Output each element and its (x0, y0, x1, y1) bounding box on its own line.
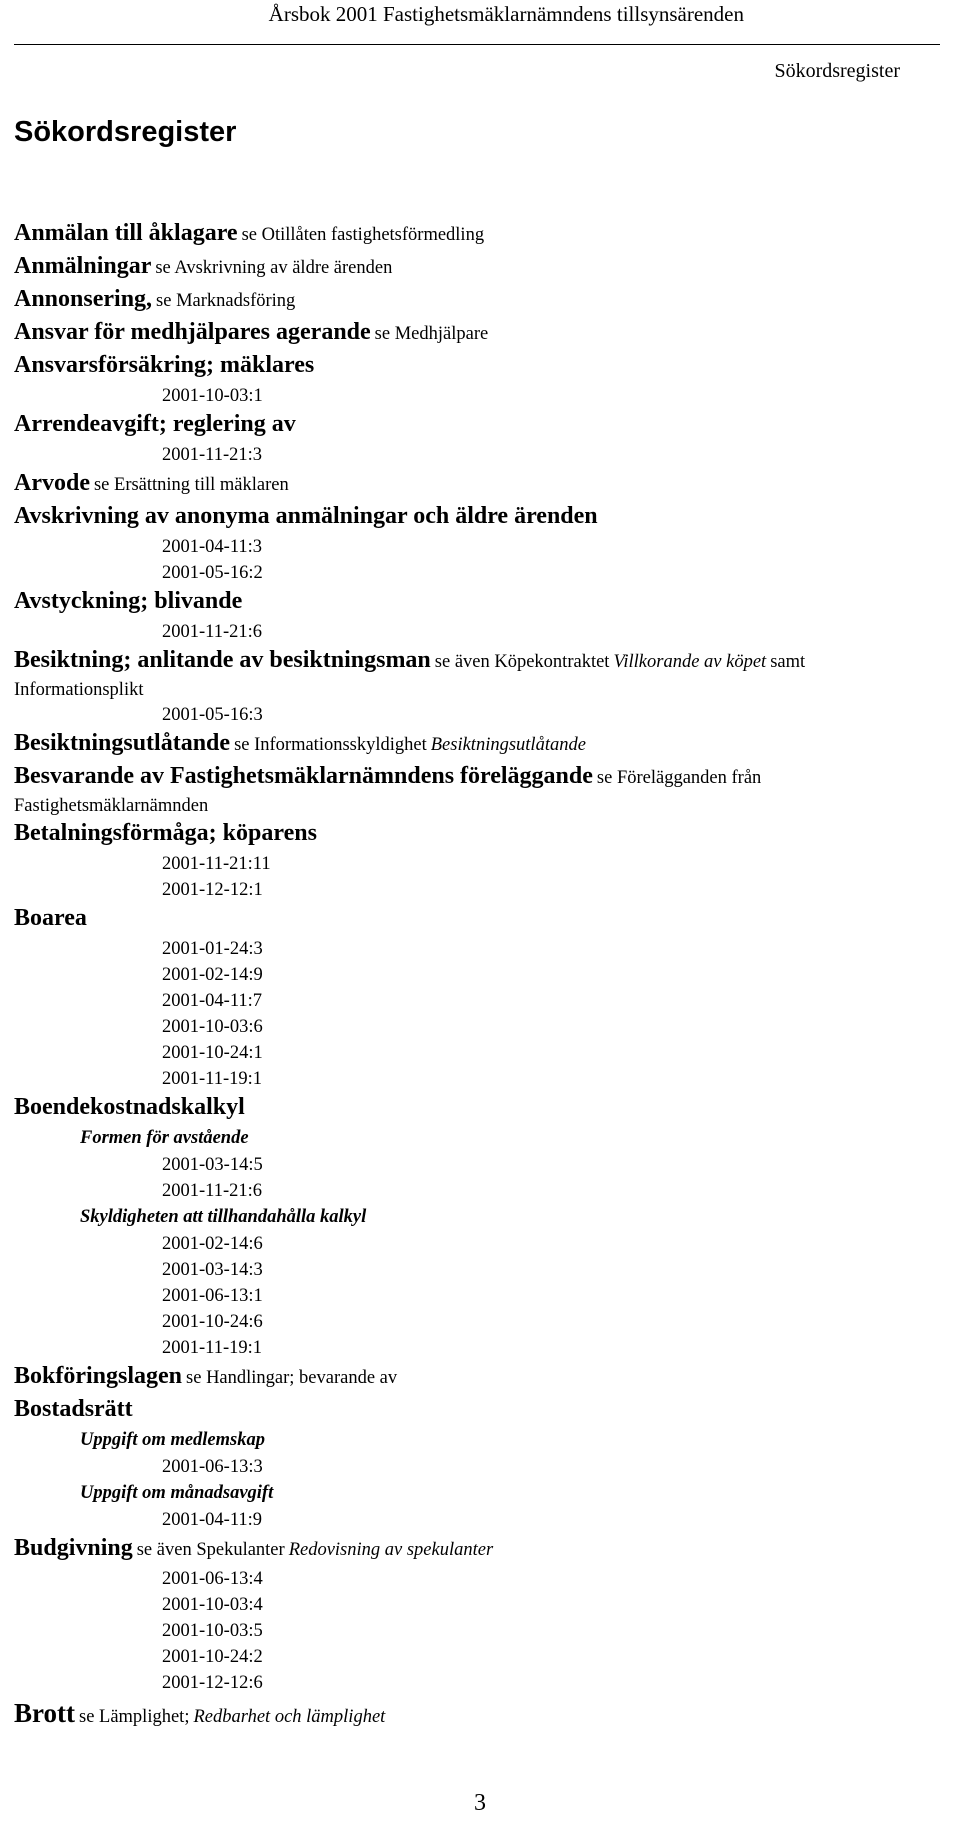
index-entry (14, 284, 940, 317)
cross-reference-continuation: Informationsplikt (14, 680, 144, 700)
case-reference: 2001-06-13:1 (162, 1286, 263, 1306)
index-entry (14, 468, 940, 501)
case-reference: 2001-10-24:1 (162, 1043, 263, 1063)
case-reference: 2001-12-12:1 (162, 880, 263, 900)
index-term: Avskrivning av anonyma anmälningar och äldre ärenden (14, 503, 598, 529)
case-reference: 2001-01-24:3 (162, 939, 263, 959)
case-reference: 2001-04-11:3 (162, 537, 263, 557)
index-entry (14, 1092, 940, 1125)
case-reference: 2001-10-03:4 (162, 1595, 263, 1615)
case-reference: 2001-10-03:1 (162, 386, 263, 406)
index-term: Avstyckning; blivande (14, 588, 243, 614)
index-subterm: Uppgift om medlemskap (80, 1430, 265, 1450)
case-reference: 2001-12-12:6 (162, 1673, 263, 1693)
index-term: Boendekostnadskalkyl (14, 1094, 245, 1120)
case-reference: 2001-10-03:6 (162, 1017, 263, 1037)
index-term: Besiktningsutlåtande (14, 730, 231, 756)
index-term: Besvarande av Fastighetsmäklarnämndens föreläggande (14, 763, 593, 789)
cross-reference: se Handlingar; bevarande av (186, 1368, 398, 1388)
index-term: Arrendeavgift; reglering av (14, 411, 296, 437)
index-term: Betalningsförmåga; köparens (14, 820, 317, 846)
index-subterm: Skyldigheten att tillhandahålla kalkyl (80, 1207, 367, 1227)
cross-reference: se Medhjälpare (374, 324, 489, 344)
cross-reference: se Marknadsföring (156, 291, 296, 311)
index-term: Arvode (14, 470, 90, 496)
index-term: Ansvar för medhjälpares agerande (14, 319, 371, 345)
index-term: Brott (14, 1698, 75, 1728)
cross-reference: se Informationsskyldighet (234, 735, 427, 755)
case-reference: 2001-10-24:6 (162, 1312, 263, 1332)
cross-reference: se Ersättning till mäklaren (93, 475, 289, 495)
cross-reference-subtopic: Redovisning av spekulanter (288, 1540, 494, 1560)
case-reference: 2001-03-14:3 (162, 1260, 263, 1280)
case-reference: 2001-10-03:5 (162, 1621, 263, 1641)
case-reference: 2001-11-21:11 (162, 854, 271, 874)
index-term: Bokföringslagen (14, 1363, 183, 1389)
case-reference: 2001-11-21:3 (162, 445, 263, 465)
case-reference: 2001-10-24:2 (162, 1647, 263, 1667)
index-entry (14, 317, 940, 350)
cross-reference-connector: samt (770, 652, 806, 672)
cross-reference-subtopic: Besiktningsutlåtande (430, 735, 586, 755)
index-entry (14, 409, 940, 442)
case-reference: 2001-06-13:3 (162, 1457, 263, 1477)
case-reference: 2001-03-14:5 (162, 1155, 263, 1175)
case-reference: 2001-02-14:9 (162, 965, 263, 985)
cross-reference: se Lämplighet; (79, 1707, 190, 1727)
running-header-section: Sökordsregister (774, 60, 900, 82)
index-entry (14, 350, 940, 383)
index-term: Boarea (14, 905, 87, 931)
header-divider (14, 44, 940, 45)
index-entry (14, 818, 940, 851)
index-entry (14, 1394, 940, 1427)
case-reference: 2001-11-21:6 (162, 1181, 263, 1201)
index-entries (14, 218, 940, 1735)
index-entry (14, 903, 940, 936)
index-entry (14, 218, 940, 251)
cross-reference: se Otillåten fastighetsförmedling (241, 225, 485, 245)
running-header-title: Årsbok 2001 Fastighetsmäklarnämndens tillsynsärenden (268, 2, 744, 26)
case-reference: 2001-04-11:7 (162, 991, 263, 1011)
index-term: Budgivning (14, 1535, 133, 1561)
case-reference: 2001-11-19:1 (162, 1338, 263, 1358)
case-reference: 2001-02-14:6 (162, 1234, 263, 1254)
index-entry (14, 1361, 940, 1394)
index-entry (14, 728, 940, 761)
case-reference: 2001-11-19:1 (162, 1069, 263, 1089)
cross-reference: se Avskrivning av äldre ärenden (155, 258, 393, 278)
index-term: Besiktning; anlitande av besiktningsman (14, 647, 431, 673)
index-entry (14, 501, 940, 534)
index-entry (14, 645, 940, 678)
cross-reference-continuation: Fastighetsmäklarnämnden (14, 796, 209, 816)
case-reference: 2001-05-16:2 (162, 563, 263, 583)
case-reference: 2001-11-21:6 (162, 622, 263, 642)
index-entry (14, 761, 940, 794)
cross-reference-subtopic: Redbarhet och lämplighet (193, 1707, 386, 1727)
case-reference: 2001-06-13:4 (162, 1569, 263, 1589)
index-entry (14, 586, 940, 619)
index-entry (14, 1696, 940, 1735)
page-title: Sökordsregister (14, 116, 237, 148)
index-term: Anmälningar (14, 253, 152, 279)
index-term: Anmälan till åklagare (14, 220, 238, 246)
cross-reference: se även Spekulanter (136, 1540, 285, 1560)
page-number: 3 (474, 1790, 486, 1816)
cross-reference: se Förelägganden från (596, 768, 762, 788)
index-subterm: Uppgift om månadsavgift (80, 1483, 274, 1503)
index-term: Bostadsrätt (14, 1396, 133, 1422)
index-term: Ansvarsförsäkring; mäklares (14, 352, 315, 378)
cross-reference-subtopic: Villkorande av köpet (613, 652, 767, 672)
cross-reference: se även Köpekontraktet (434, 652, 610, 672)
index-subterm: Formen för avstående (80, 1128, 249, 1148)
case-reference: 2001-05-16:3 (162, 705, 263, 725)
index-term: Annonsering, (14, 286, 153, 312)
index-entry (14, 251, 940, 284)
index-entry (14, 1533, 940, 1566)
case-reference: 2001-04-11:9 (162, 1510, 263, 1530)
